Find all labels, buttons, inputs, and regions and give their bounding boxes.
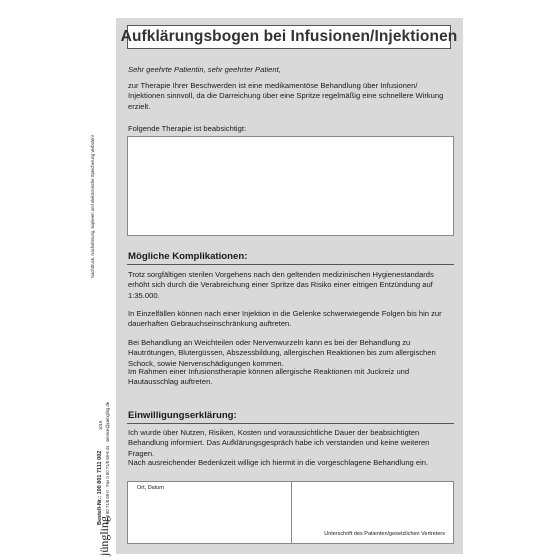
salutation: Sehr geehrte Patientin, sehr geehrter Patient,: [128, 65, 281, 74]
therapy-input-field[interactable]: [127, 136, 454, 236]
brand-logo: jüngling: [97, 515, 111, 556]
complication-paragraph: Im Rahmen einer Infusionstherapie können allergische Reaktionen mit Juckreiz und Hautausschlag auftreten.: [128, 367, 410, 387]
complications-heading: Mögliche Komplikationen:: [128, 251, 248, 262]
place-date-label: Ort, Datum: [137, 485, 164, 491]
consent-paragraph: Ich wurde über Nutzen, Risiken, Kosten und voraussichtliche Dauer der beabsichtigten Behandlung informiert. Das Aufklärungsgespräch habe ich verstanden und keine weiteren Fragen.: [128, 428, 430, 458]
order-number: Bestell-Nr.: 100 801 7111 002: [97, 450, 103, 525]
signature-divider: [291, 482, 292, 543]
form-code: 1016: [98, 420, 103, 430]
consent-paragraph: Nach ausreichender Bedenkzeit willige ich hiermit in die vorgeschlagene Behandlung ein.: [128, 458, 429, 467]
divider: [127, 423, 454, 424]
order-contact: Tel. 0 80 71/8 08-0 · Fax 0 80 71/8 08-9 44 · service@juengling.de: [105, 401, 110, 525]
complication-paragraph: In Einzelfällen können nach einer Injektion in die Gelenke schwerwiegende Folgen bis hin zur dauerhaften Gebrauchseinschränkung auftreten.: [128, 309, 442, 329]
copyright-notice: Nachdruck, Nachahmung, kopieren und elektronische Speicherung verboten!: [90, 135, 95, 278]
title-box: [120, 25, 458, 49]
consent-heading: Einwilligungserklärung:: [128, 410, 237, 421]
intro-paragraph: zur Therapie Ihrer Beschwerden ist eine medikamentöse Behandlung über Infusionen/ Injektionen sinnvoll, da die Darreichung über eine Spritze regelmäßig eine schnellere Wirkung erzielt.: [128, 81, 444, 111]
consent-form: [116, 18, 463, 554]
page-title: Aufklärungsbogen bei Infusionen/Injektionen: [120, 28, 458, 45]
divider: [127, 264, 454, 265]
complication-paragraph: Trotz sorgfältigen sterilen Vorgehens nach den geltenden medizinischen Hygienestandards erhöht sich durch die Verabreichung einer Spritze das Risiko einer eitrigen Entzündung auf 1:35.000.: [128, 270, 434, 300]
complication-paragraph: Bei Behandlung an Weichteilen oder Nervenwurzeln kann es bei der Behandlung zu Hautrötungen, Blutergüssen, Abszessbildung, allergischen Reaktionen bis zum allergischen Schock, sowie Nervenschädigungen kommen.: [128, 338, 436, 368]
signature-box: [127, 481, 454, 544]
therapy-label: Folgende Therapie ist beabsichtigt:: [128, 124, 247, 133]
signature-label: Unterschrift des Patienten/gesetzlichen Vertreters: [324, 531, 445, 537]
